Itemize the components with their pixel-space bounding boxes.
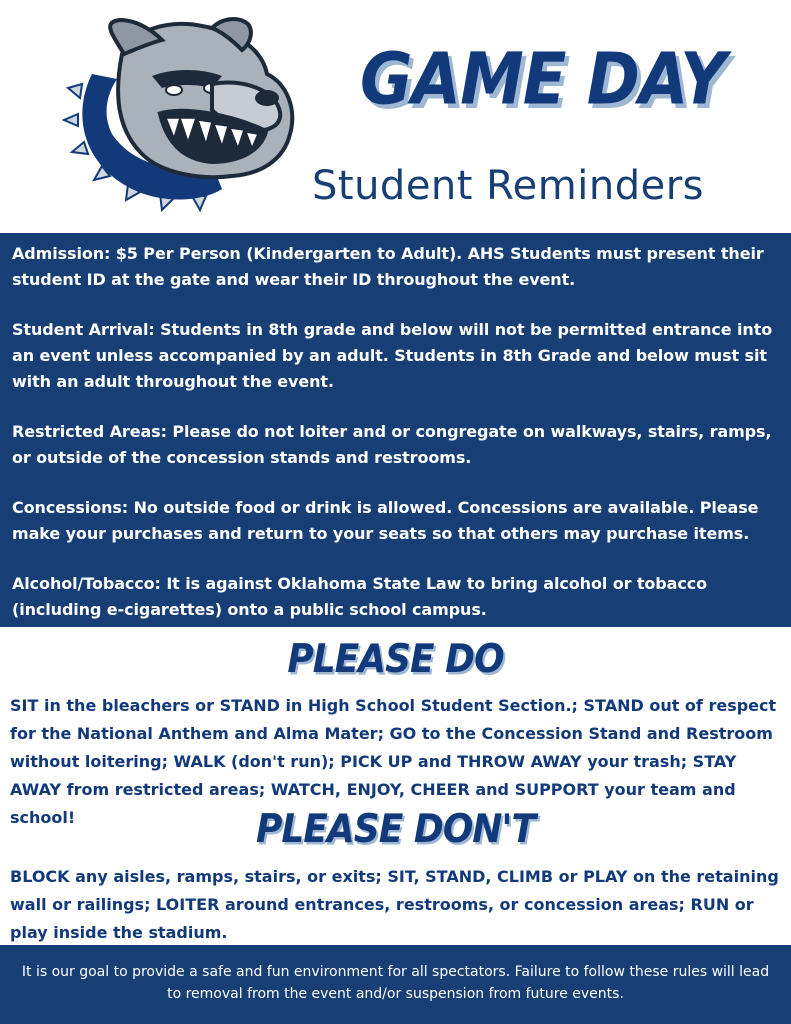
- restricted-areas-paragraph: Restricted Areas: Please do not loiter and or congregate on walkways, stairs, ramps, or outside of the concession stands and restrooms.: [12, 422, 772, 467]
- please-do-text: SIT in the bleachers or STAND in High School Student Section.; STAND out of respect for the National Anthem and Alma Mater; GO to the Concession Stand and Restroom without loitering; WALK (don't run); PICK UP and THROW AWAY your trash; STAY AWAY from restricted areas; WATCH, ENJOY, CHEER and SUPPORT your team and school!: [10, 696, 777, 827]
- concessions-paragraph: Concessions: No outside food or drink is allowed. Concessions are available. Please make your purchases and return to your seats so that others may purchase items.: [12, 498, 759, 543]
- bulldog-mascot-icon: [62, 14, 312, 214]
- please-dont-heading: PLEASE DON'T: [255, 806, 536, 852]
- admission-paragraph: Admission: $5 Per Person (Kindergarten to Adult). AHS Students must present their student ID at the gate and wear their ID throughout the event.: [12, 244, 764, 289]
- info-panel: [0, 233, 791, 627]
- please-dont-text: BLOCK any aisles, ramps, stairs, or exits; SIT, STAND, CLIMB or PLAY on the retaining wall or railings; LOITER around entrances, restrooms, or concession areas; RUN or play inside the stadium.: [10, 867, 779, 942]
- student-arrival-paragraph: Student Arrival: Students in 8th grade and below will not be permitted entrance into an event unless accompanied by an adult. Students in 8th Grade and below must sit with an adult throughout the event.: [12, 320, 773, 391]
- page-title: GAME DAY: [360, 38, 726, 122]
- alcohol-tobacco-paragraph: Alcohol/Tobacco: It is against Oklahoma State Law to bring alcohol or tobacco (including e-cigarettes) onto a public school campus.: [12, 574, 708, 619]
- please-do-heading: PLEASE DO: [287, 636, 504, 682]
- footer-text: It is our goal to provide a safe and fun environment for all spectators. Failure to follow these rules will lead to removal from the event and/or suspension from future events.: [21, 964, 770, 1002]
- page-subtitle: Student Reminders: [312, 163, 704, 209]
- footer-notice: [0, 945, 791, 1024]
